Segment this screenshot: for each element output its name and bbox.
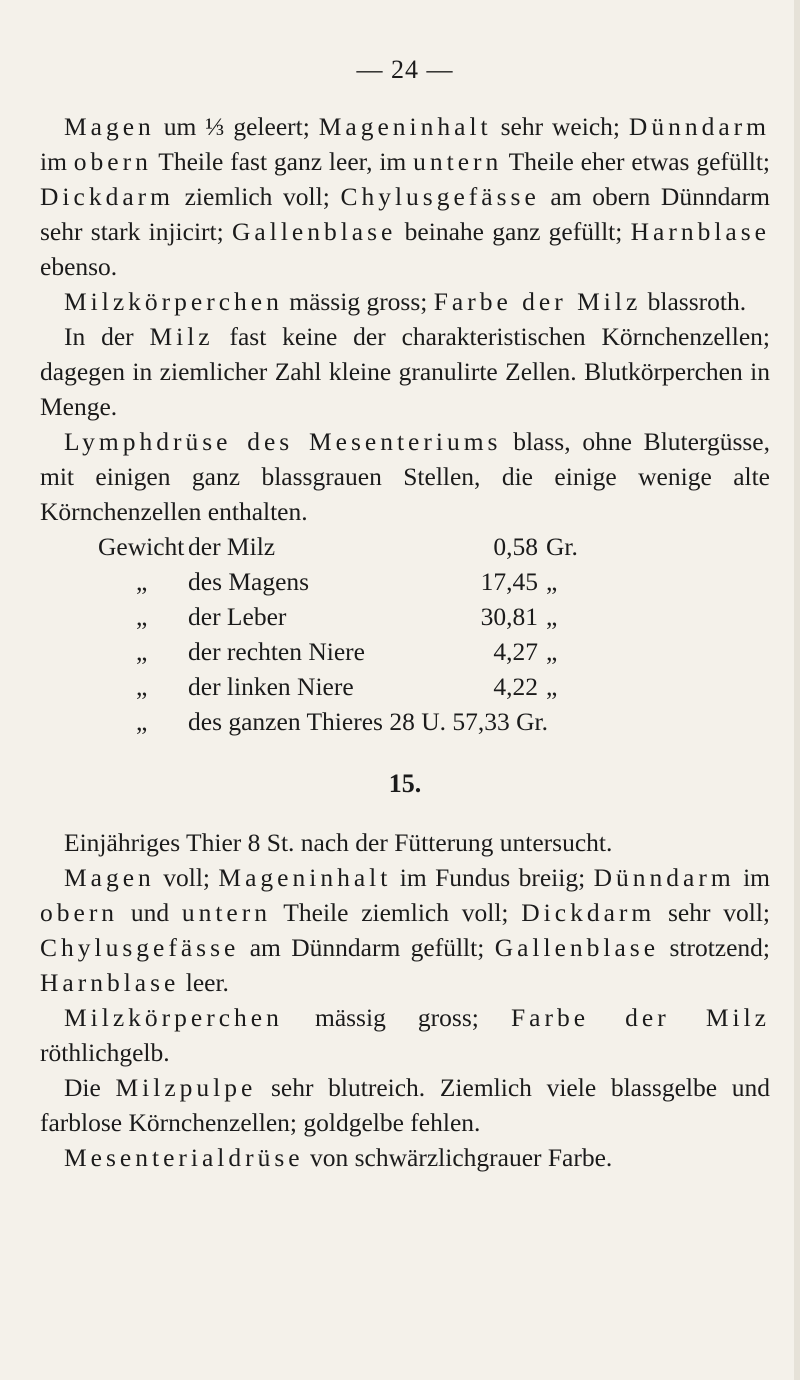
weight-row	[40, 669, 770, 704]
text: ebenso.	[40, 252, 118, 281]
term: Mesenterialdrüse	[64, 1143, 304, 1172]
weight-unit: „	[546, 567, 558, 596]
term: obern	[40, 898, 119, 927]
text: von schwärzlichgrauer Farbe.	[303, 1143, 613, 1172]
paragraph-mesenteric	[40, 1140, 770, 1175]
weight-lead: Gewicht	[98, 532, 185, 561]
text: sehr blutreich. Ziemlich viele blassgelbe und farblose Körnchenzellen; goldgelbe fehlen.	[40, 1073, 770, 1137]
weight-unit: „	[546, 672, 558, 701]
text: am obern Dünndarm sehr stark injicirt;	[40, 182, 770, 246]
term: Farbe der Milz	[433, 287, 642, 316]
paragraph-stomach	[40, 109, 770, 284]
paragraph-subject: Einjähriges Thier 8 St. nach der Fütterung untersucht.	[64, 828, 613, 857]
weight-value: 17,45	[480, 567, 538, 596]
text: blass, ohne Blutergüsse, mit einigen ganz blassgrauen Stellen, die einige wenige alte Körnchenzellen enthalten.	[40, 427, 770, 526]
term: Lymphdrüse des Mesenteriums	[64, 427, 502, 456]
page-number: — 24 —	[356, 55, 454, 84]
term: untern	[413, 147, 503, 176]
term: Magen	[64, 863, 155, 892]
paragraph-spleen-bodies-2	[40, 1000, 770, 1070]
term: Chylusgefässe	[340, 182, 540, 211]
paragraph-lymph	[40, 424, 770, 529]
text: mässig gross;	[282, 1003, 511, 1032]
ditto-mark: „	[136, 567, 148, 596]
weight-total: des ganzen Thieres 28 U. 57,33 Gr.	[188, 707, 548, 736]
text: beinahe ganz gefüllt;	[396, 217, 631, 246]
term: Magen	[64, 112, 155, 141]
term: Dünndarm	[593, 863, 735, 892]
text: im	[734, 863, 770, 892]
term: untern	[181, 898, 271, 927]
term: Milzkörperchen	[64, 1003, 283, 1032]
term: Dickdarm	[521, 898, 656, 927]
text: fast keine der charakteristischen Körnchenzellen; dagegen in ziemlicher Zahl kleine granulirte Zellen. Blutkörperchen in Menge.	[40, 322, 770, 421]
weight-organ: der Leber	[188, 602, 287, 631]
term: Farbe der Milz	[510, 1003, 771, 1032]
text: am Dünndarm gefüllt;	[239, 933, 495, 962]
term: Gallenblase	[232, 217, 397, 246]
term: obern	[73, 147, 152, 176]
weight-unit: „	[546, 637, 558, 666]
text: röthlichgelb.	[40, 1038, 170, 1067]
term: Dünndarm	[628, 112, 770, 141]
paragraph-spleen-pulp	[40, 1070, 770, 1140]
ditto-mark: „	[136, 672, 148, 701]
term: Mageninhalt	[318, 112, 492, 141]
weight-organ: der Milz	[188, 532, 276, 561]
weight-value: 0,58	[493, 532, 538, 561]
text: um ⅓ geleert;	[154, 112, 319, 141]
term: Dickdarm	[40, 182, 174, 211]
text: voll;	[154, 863, 219, 892]
page-edge	[794, 0, 800, 1380]
paragraph-spleen-bodies	[40, 284, 770, 319]
text: Theile ziemlich voll;	[271, 898, 522, 927]
text: im	[40, 147, 74, 176]
term: Milzkörperchen	[64, 287, 283, 316]
text: sehr voll;	[655, 898, 770, 927]
text: Theile eher etwas gefüllt;	[502, 147, 770, 176]
ditto-mark: „	[136, 637, 148, 666]
weight-row-total	[40, 704, 770, 739]
term: Harnblase	[630, 217, 770, 246]
term: Gallenblase	[494, 933, 660, 962]
weight-organ: der linken Niere	[188, 672, 354, 701]
text: und	[118, 898, 182, 927]
term: Milzpulpe	[115, 1073, 257, 1102]
weight-row	[40, 564, 770, 599]
section-number: 15.	[388, 769, 422, 798]
term: Chylusgefässe	[40, 933, 240, 962]
weight-unit: „	[546, 602, 558, 631]
weight-row	[40, 634, 770, 669]
text: Theile fast ganz leer, im	[151, 147, 414, 176]
weights-table	[40, 529, 770, 739]
text: In der	[64, 322, 150, 351]
term: Harnblase	[40, 968, 180, 997]
weight-row	[40, 529, 770, 564]
text: Die	[64, 1073, 116, 1102]
text: sehr weich;	[491, 112, 629, 141]
text: leer.	[179, 968, 229, 997]
ditto-mark: „	[136, 602, 148, 631]
text: mässig gross;	[282, 287, 434, 316]
term: Mageninhalt	[218, 863, 392, 892]
paragraph-spleen-cells	[40, 319, 770, 424]
weight-value: 4,22	[493, 672, 538, 701]
weight-organ: der rechten Niere	[188, 637, 365, 666]
weight-row	[40, 599, 770, 634]
page	[40, 55, 770, 1175]
term: Milz	[149, 322, 214, 351]
text: ziemlich voll;	[173, 182, 341, 211]
text: blassroth.	[641, 287, 747, 316]
weight-unit: Gr.	[546, 532, 578, 561]
text: strotzend;	[659, 933, 770, 962]
weight-value: 4,27	[493, 637, 538, 666]
ditto-mark: „	[136, 707, 148, 736]
weight-value: 30,81	[480, 602, 538, 631]
text: im Fundus breiig;	[391, 863, 594, 892]
weight-organ: des Magens	[188, 567, 310, 596]
paragraph-stomach-2	[40, 860, 770, 1000]
